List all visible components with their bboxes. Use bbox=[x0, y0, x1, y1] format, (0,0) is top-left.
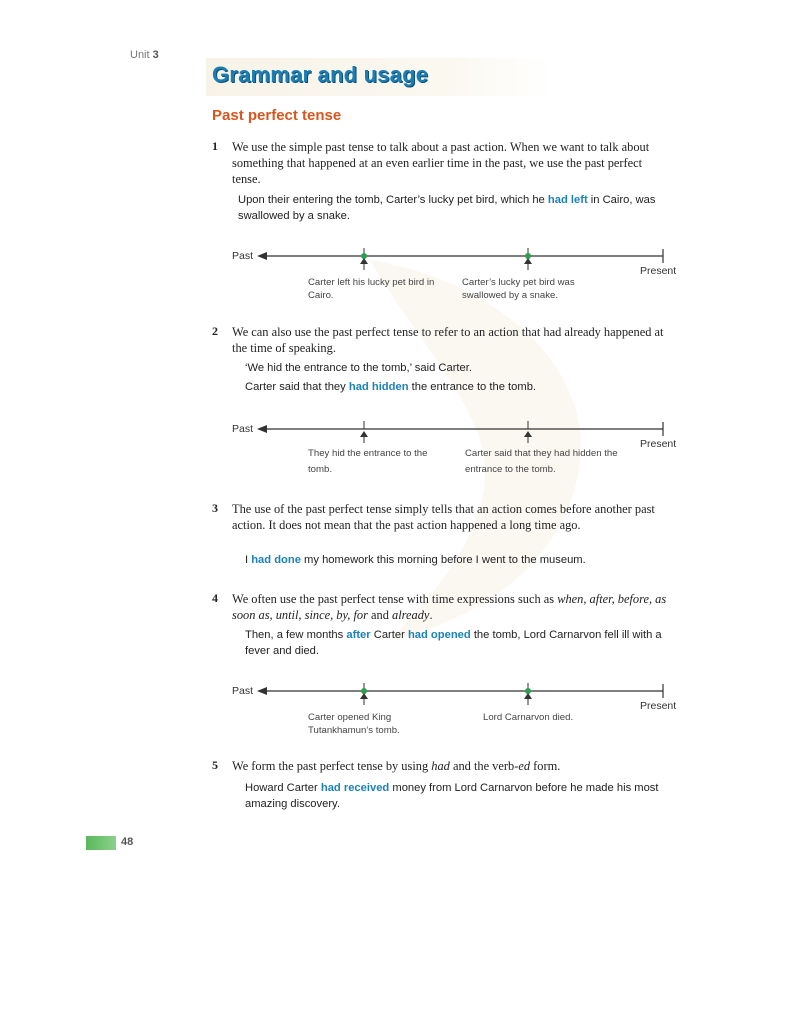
time-expression-already: already bbox=[392, 608, 430, 622]
timeline-3-event-1: Carter opened King Tutankhamun’s tomb. bbox=[308, 712, 400, 736]
example-text: money from Lord Carnarvon before he made his most amazing discovery. bbox=[245, 782, 659, 810]
example-highlight: had received bbox=[320, 782, 390, 794]
timeline-2-event-1: They hid the entrance to the tomb. bbox=[308, 448, 428, 475]
page-number-bar bbox=[86, 836, 116, 850]
page-title: Grammar and usage bbox=[212, 62, 429, 87]
page-number: 48 bbox=[121, 836, 134, 848]
timeline-arrow bbox=[257, 252, 267, 260]
timeline-arrow bbox=[257, 687, 267, 695]
example-text: ‘We hid the entrance to the tomb,’ said Carter. bbox=[245, 362, 472, 374]
example-text: Carter bbox=[370, 629, 408, 641]
word-had: had bbox=[431, 759, 450, 773]
example-text: I bbox=[245, 554, 252, 566]
section-text: We form the past perfect tense by using bbox=[232, 759, 432, 773]
timeline-2-past-label: Past bbox=[232, 423, 254, 435]
timeline-pointer-head bbox=[360, 693, 368, 699]
example-highlight: had done bbox=[251, 554, 301, 566]
suffix-ed: ed bbox=[518, 759, 531, 773]
time-expressions: when, after, before, as soon as, until, since, by, for bbox=[232, 592, 667, 622]
timeline-pointer-head bbox=[360, 258, 368, 264]
example-text: Howard Carter bbox=[245, 782, 321, 794]
section-2-example-1 bbox=[245, 360, 675, 376]
section-1-example bbox=[238, 192, 678, 224]
timeline-2 bbox=[255, 413, 675, 443]
section-2-number: 2 bbox=[212, 324, 218, 338]
unit-text: Unit bbox=[130, 49, 150, 61]
section-3-number: 3 bbox=[212, 501, 218, 515]
timeline-1-past-label: Past bbox=[232, 250, 254, 262]
example-highlight: had opened bbox=[407, 629, 471, 641]
timeline-3-present-label: Present bbox=[640, 700, 677, 712]
timeline-1-event-2: Carter’s lucky pet bird was swallowed by a snake. bbox=[462, 277, 575, 301]
example-highlight: had hidden bbox=[348, 381, 409, 393]
example-text: the tomb, Lord Carnarvon fell ill with a fever and died. bbox=[245, 629, 662, 657]
example-text: Upon their entering the tomb, Carter’s lucky pet bird, which he bbox=[238, 194, 548, 206]
timeline-pointer-head bbox=[360, 431, 368, 437]
section-subtitle: Past perfect tense bbox=[212, 107, 342, 124]
timeline-1-event-1: Carter left his lucky pet bird in Cairo. bbox=[308, 277, 435, 301]
example-highlight: had left bbox=[547, 194, 588, 206]
example-text: the entrance to the tomb. bbox=[408, 381, 537, 393]
timeline-2-event-2: Carter said that they had hidden the entrance to the tomb. bbox=[465, 448, 618, 475]
section-4-text bbox=[232, 591, 672, 623]
section-4-number: 4 bbox=[212, 591, 218, 605]
section-1-text: We use the simple past tense to talk about a past action. When we want to talk about something that happened at an even earlier time in the past, we use the past perfect tense. bbox=[232, 140, 650, 186]
section-5-number: 5 bbox=[212, 758, 218, 772]
timeline-pointer-head bbox=[524, 431, 532, 437]
section-text: form. bbox=[530, 759, 561, 773]
example-text: in Cairo, was swallowed by a snake. bbox=[238, 194, 656, 222]
section-5-text bbox=[232, 758, 672, 774]
example-highlight: after bbox=[346, 629, 371, 641]
section-3-text: The use of the past perfect tense simply tells that an action comes before another past action. It does not mean that the past action happened a long time ago. bbox=[232, 502, 655, 532]
timeline-2-present-label: Present bbox=[640, 438, 677, 450]
example-text: my homework this morning before I went to the museum. bbox=[300, 554, 586, 566]
section-3-example bbox=[245, 552, 675, 568]
timeline-arrow bbox=[257, 425, 267, 433]
unit-label bbox=[130, 49, 159, 61]
section-1-number: 1 bbox=[212, 139, 218, 153]
timeline-pointer-head bbox=[524, 258, 532, 264]
example-text: Then, a few months bbox=[245, 629, 347, 641]
section-text: . bbox=[429, 608, 433, 622]
section-4-example bbox=[245, 627, 675, 659]
example-text: Carter said that they bbox=[245, 381, 349, 393]
section-5-example bbox=[245, 780, 665, 812]
section-text: and the verb- bbox=[449, 759, 519, 773]
timeline-pointer-head bbox=[524, 693, 532, 699]
timeline-3-past-label: Past bbox=[232, 685, 254, 697]
section-2-example-2 bbox=[245, 379, 675, 395]
timeline-1-present-label: Present bbox=[640, 265, 677, 277]
timeline-3 bbox=[255, 675, 675, 705]
section-text: and bbox=[367, 608, 393, 622]
unit-number: 3 bbox=[152, 49, 159, 61]
timeline-3-event-2: Lord Carnarvon died. bbox=[483, 712, 574, 723]
section-2-text: We can also use the past perfect tense to refer to an action that had already happened at the time of speaking. bbox=[232, 325, 664, 355]
section-text: We often use the past perfect tense with time expressions such as bbox=[232, 592, 558, 606]
timeline-1 bbox=[255, 240, 675, 270]
